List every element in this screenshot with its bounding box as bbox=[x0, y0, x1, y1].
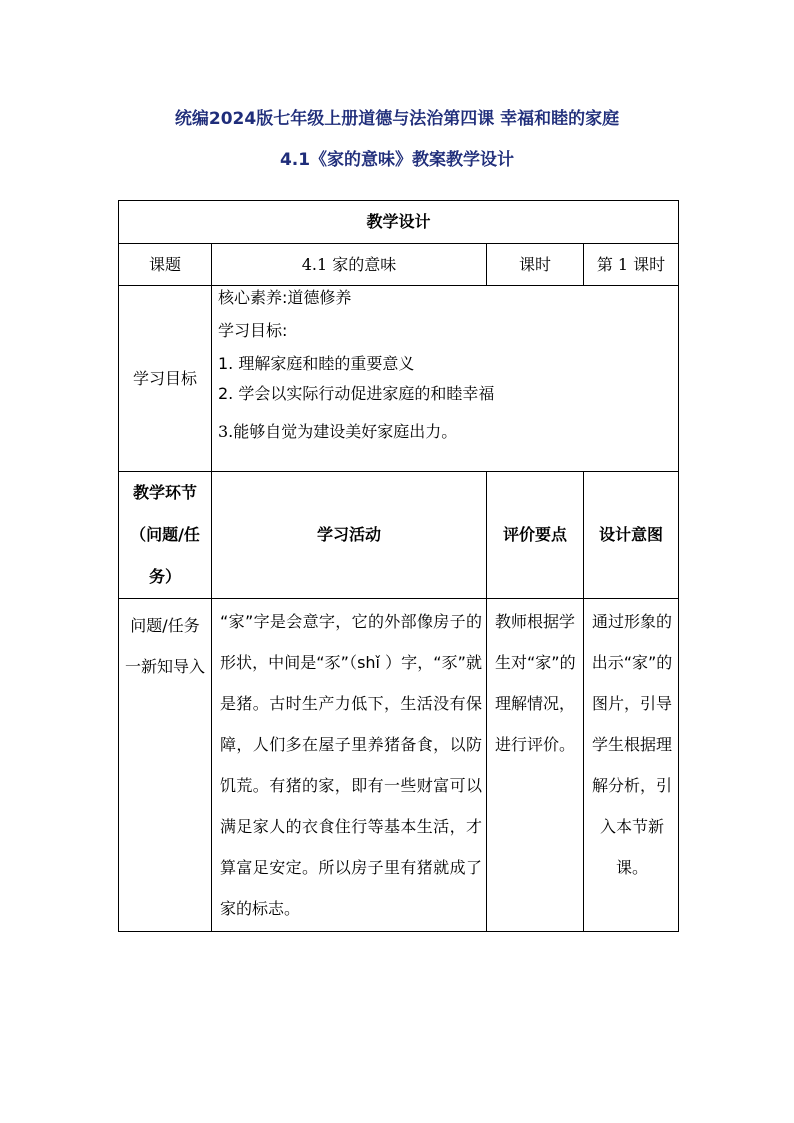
topic-value: 4.1 家的意味 bbox=[212, 244, 487, 286]
row-intent: 通过形象的出示“家”的图片，引导学生根据理解分析，引入本节新课。 bbox=[584, 599, 679, 932]
objective-item-2: 2. 学会以实际行动促进家庭的和睦幸福 bbox=[218, 384, 495, 403]
goals-label: 学习目标 bbox=[119, 286, 212, 472]
table-row bbox=[119, 599, 679, 932]
objectives-label: 学习目标: bbox=[218, 321, 288, 340]
objective-item-1: 1. 理解家庭和睦的重要意义 bbox=[218, 354, 415, 373]
teaching-design-table bbox=[118, 200, 679, 932]
hours-label: 课时 bbox=[487, 244, 584, 286]
column-evaluation: 评价要点 bbox=[487, 472, 584, 599]
row-evaluation: 教师根据学生对“家”的理解情况，进行评价。 bbox=[487, 599, 584, 932]
hours-value: 第 1 课时 bbox=[584, 244, 679, 286]
document-title-line1: 统编2024版七年级上册道德与法治第四课 幸福和睦的家庭 bbox=[174, 109, 620, 129]
row-stage: 问题/任务一新知导入 bbox=[119, 599, 212, 932]
document-title-line2: 4.1《家的意味》教案教学设计 bbox=[279, 150, 515, 170]
objective-item-3: 3.能够自觉为建设美好家庭出力。 bbox=[218, 422, 458, 441]
core-literacy: 核心素养:道德修养 bbox=[218, 288, 352, 307]
goals-cell bbox=[212, 286, 679, 472]
column-stage: 教学环节（问题/任务） bbox=[119, 472, 212, 599]
column-intent: 设计意图 bbox=[584, 472, 679, 599]
row-activity: “家”字是会意字，它的外部像房子的形状，中间是“豕”（shǐ ）字，“豕”就是猪。古时生产力低下，生活没有保障，人们多在屋子里养猪备食，以防饥荒。有猪的家，即有一些财富可以满足家人的衣食住行等基本生活，才算富足安定。所以房子里有猪就成了家的标志。 bbox=[212, 599, 487, 932]
table-header: 教学设计 bbox=[119, 201, 679, 244]
topic-label: 课题 bbox=[119, 244, 212, 286]
column-activity: 学习活动 bbox=[212, 472, 487, 599]
